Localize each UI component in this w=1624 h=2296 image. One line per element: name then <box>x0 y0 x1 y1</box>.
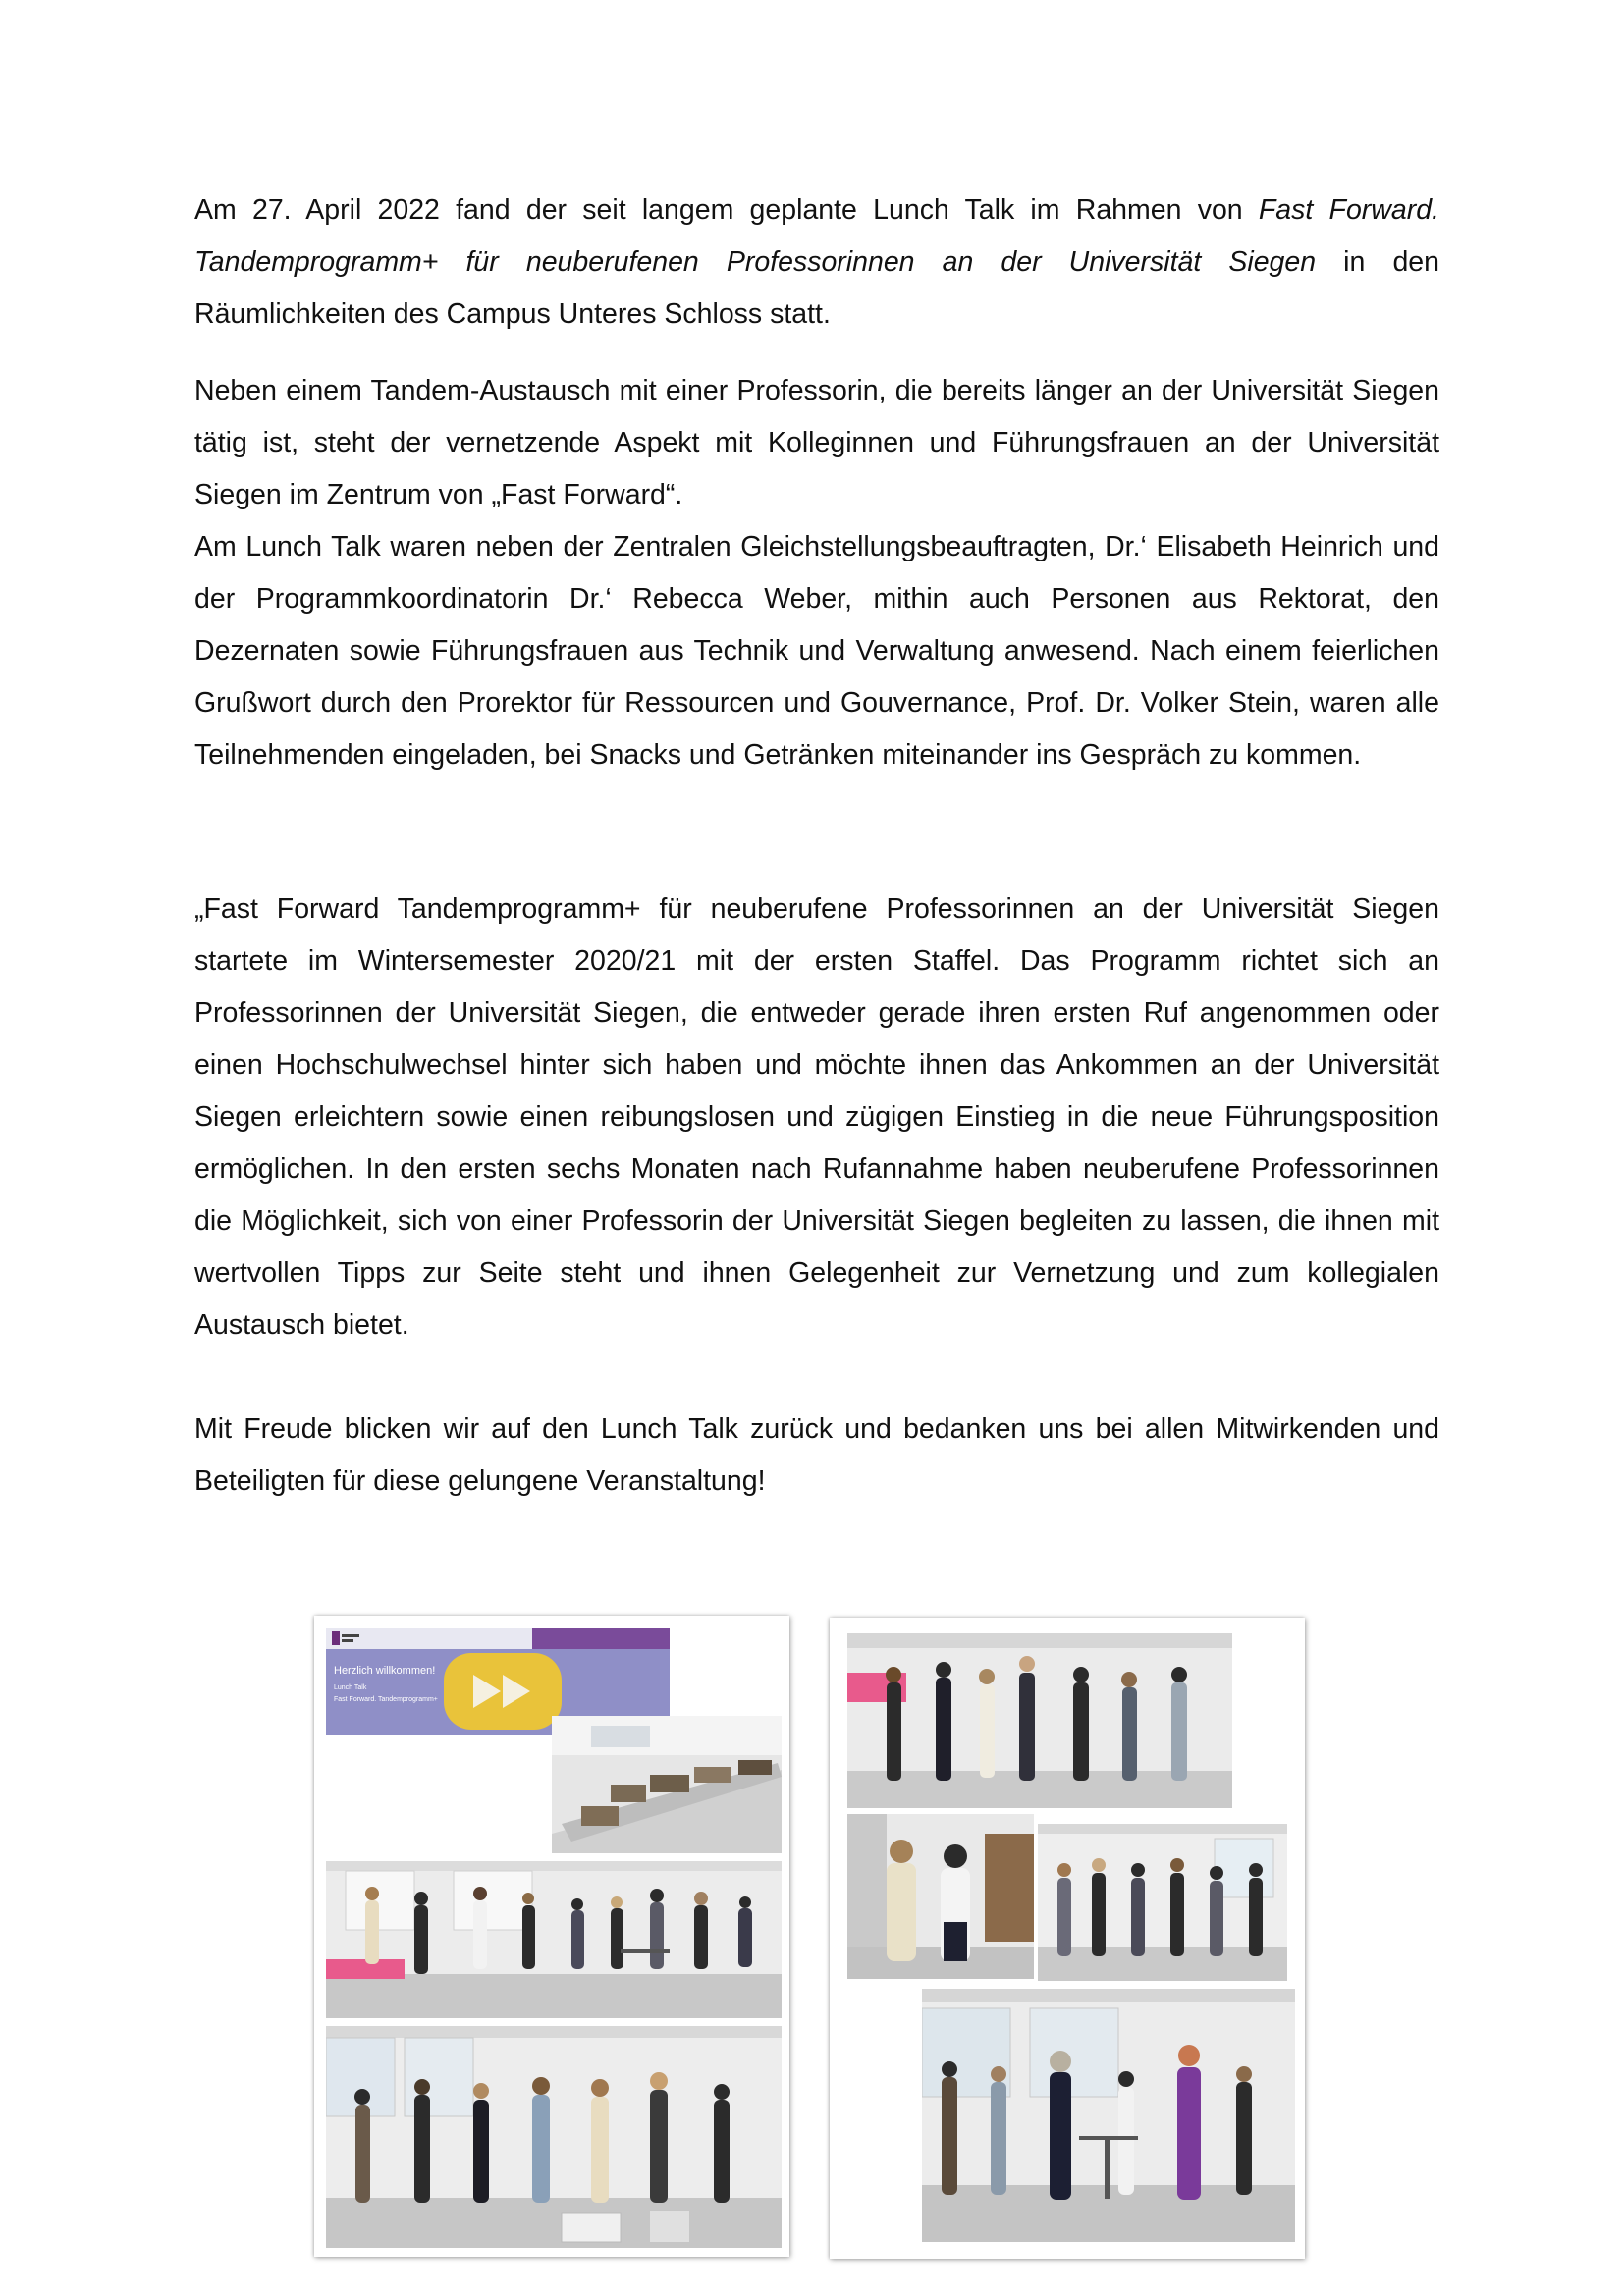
slide-welcome: Herzlich willkommen! <box>334 1665 436 1677</box>
photo-collage-right <box>830 1618 1305 2259</box>
university-logo <box>332 1631 359 1645</box>
thanks-text: Mit Freude blicken wir auf den Lunch Talk zurück und bedanken uns bei allen Mitwirkenden und Beteiligten für diese gelungene Veranstaltung! <box>194 1414 1439 1497</box>
fast-forward-icon <box>444 1653 562 1730</box>
lunch-group-photo-2 <box>326 2026 782 2248</box>
networking-photo-3 <box>922 1989 1295 2242</box>
networking-photo-1 <box>847 1633 1232 1808</box>
program-description-text: „Fast Forward Tandemprogramm+ für neuberufene Professorinnen an der Universität Siegen startete im Wintersemester 2020/21 mit der ersten Staffel. Das Programm richtet sich an Professorinnen der Universität Siegen, die entweder gerade ihren ersten Ruf angenommen oder einen Hochschulwechsel hinter sich haben und möchte ihnen das Ankommen an der Universität Siegen erleichtern sowie einen reibungslosen und zügigen Einstieg in die neue Führungsposition ermöglichen. In den ersten sechs Monaten nach Rufannahme haben neuberufene Professorinnen die Möglichkeit, sich von einer Professorin der Universität Siegen begleiten zu lassen, die ihnen mit wertvollen Tipps zur Seite steht und ihnen Gelegenheit zur Vernetzung und zum kollegialen Austausch bietet. <box>194 893 1439 1341</box>
program-title-italic: Fast Forward. Tandemprogramm+ für neuberufenen Professorinnen an der Universität Siegen <box>194 194 1439 278</box>
photo-collage-left <box>314 1616 789 2257</box>
paragraph-program <box>194 883 1439 1352</box>
slide-line1: Lunch Talk <box>334 1684 367 1691</box>
paragraph-intro <box>194 185 1439 341</box>
intro-text-start: Am 27. April 2022 fand der seit langem geplante Lunch Talk im Rahmen von <box>194 194 1259 226</box>
networking-photo-2 <box>1038 1824 1287 1981</box>
lunch-group-photo-1 <box>326 1861 782 2018</box>
conversation-photo <box>847 1814 1034 1979</box>
paragraph-tandem <box>194 365 1439 781</box>
slide-line2: Fast Forward. Tandemprogramm+ <box>334 1696 438 1703</box>
paragraph-thanks <box>194 1404 1439 1508</box>
buffet-photo <box>552 1716 782 1853</box>
tandem-text: Neben einem Tandem-Austausch mit einer Professorin, die bereits länger an der Universität Siegen tätig ist, steht der vernetzende Aspekt mit Kolleginnen und Führungsfrauen an der Universität Siegen im Zentrum von „Fast Forward“. <box>194 375 1439 510</box>
attendees-text: Am Lunch Talk waren neben der Zentralen Gleichstellungsbeauftragten, Dr.‘ Elisabeth Heinrich und der Programmkoordinatorin Dr.‘ Rebecca Weber, mithin auch Personen aus Rektorat, den Dezernaten sowie Führungsfrauen aus Technik und Verwaltung anwesend. Nach einem feierlichen Grußwort durch den Prorektor für Ressourcen und Gouvernance, Prof. Dr. Volker Stein, waren alle Teilnehmenden eingeladen, bei Snacks und Getränken miteinander ins Gespräch zu kommen. <box>194 531 1439 771</box>
intro-text-end: in den Räumlichkeiten des Campus Unteres Schloss statt. <box>194 246 1439 330</box>
